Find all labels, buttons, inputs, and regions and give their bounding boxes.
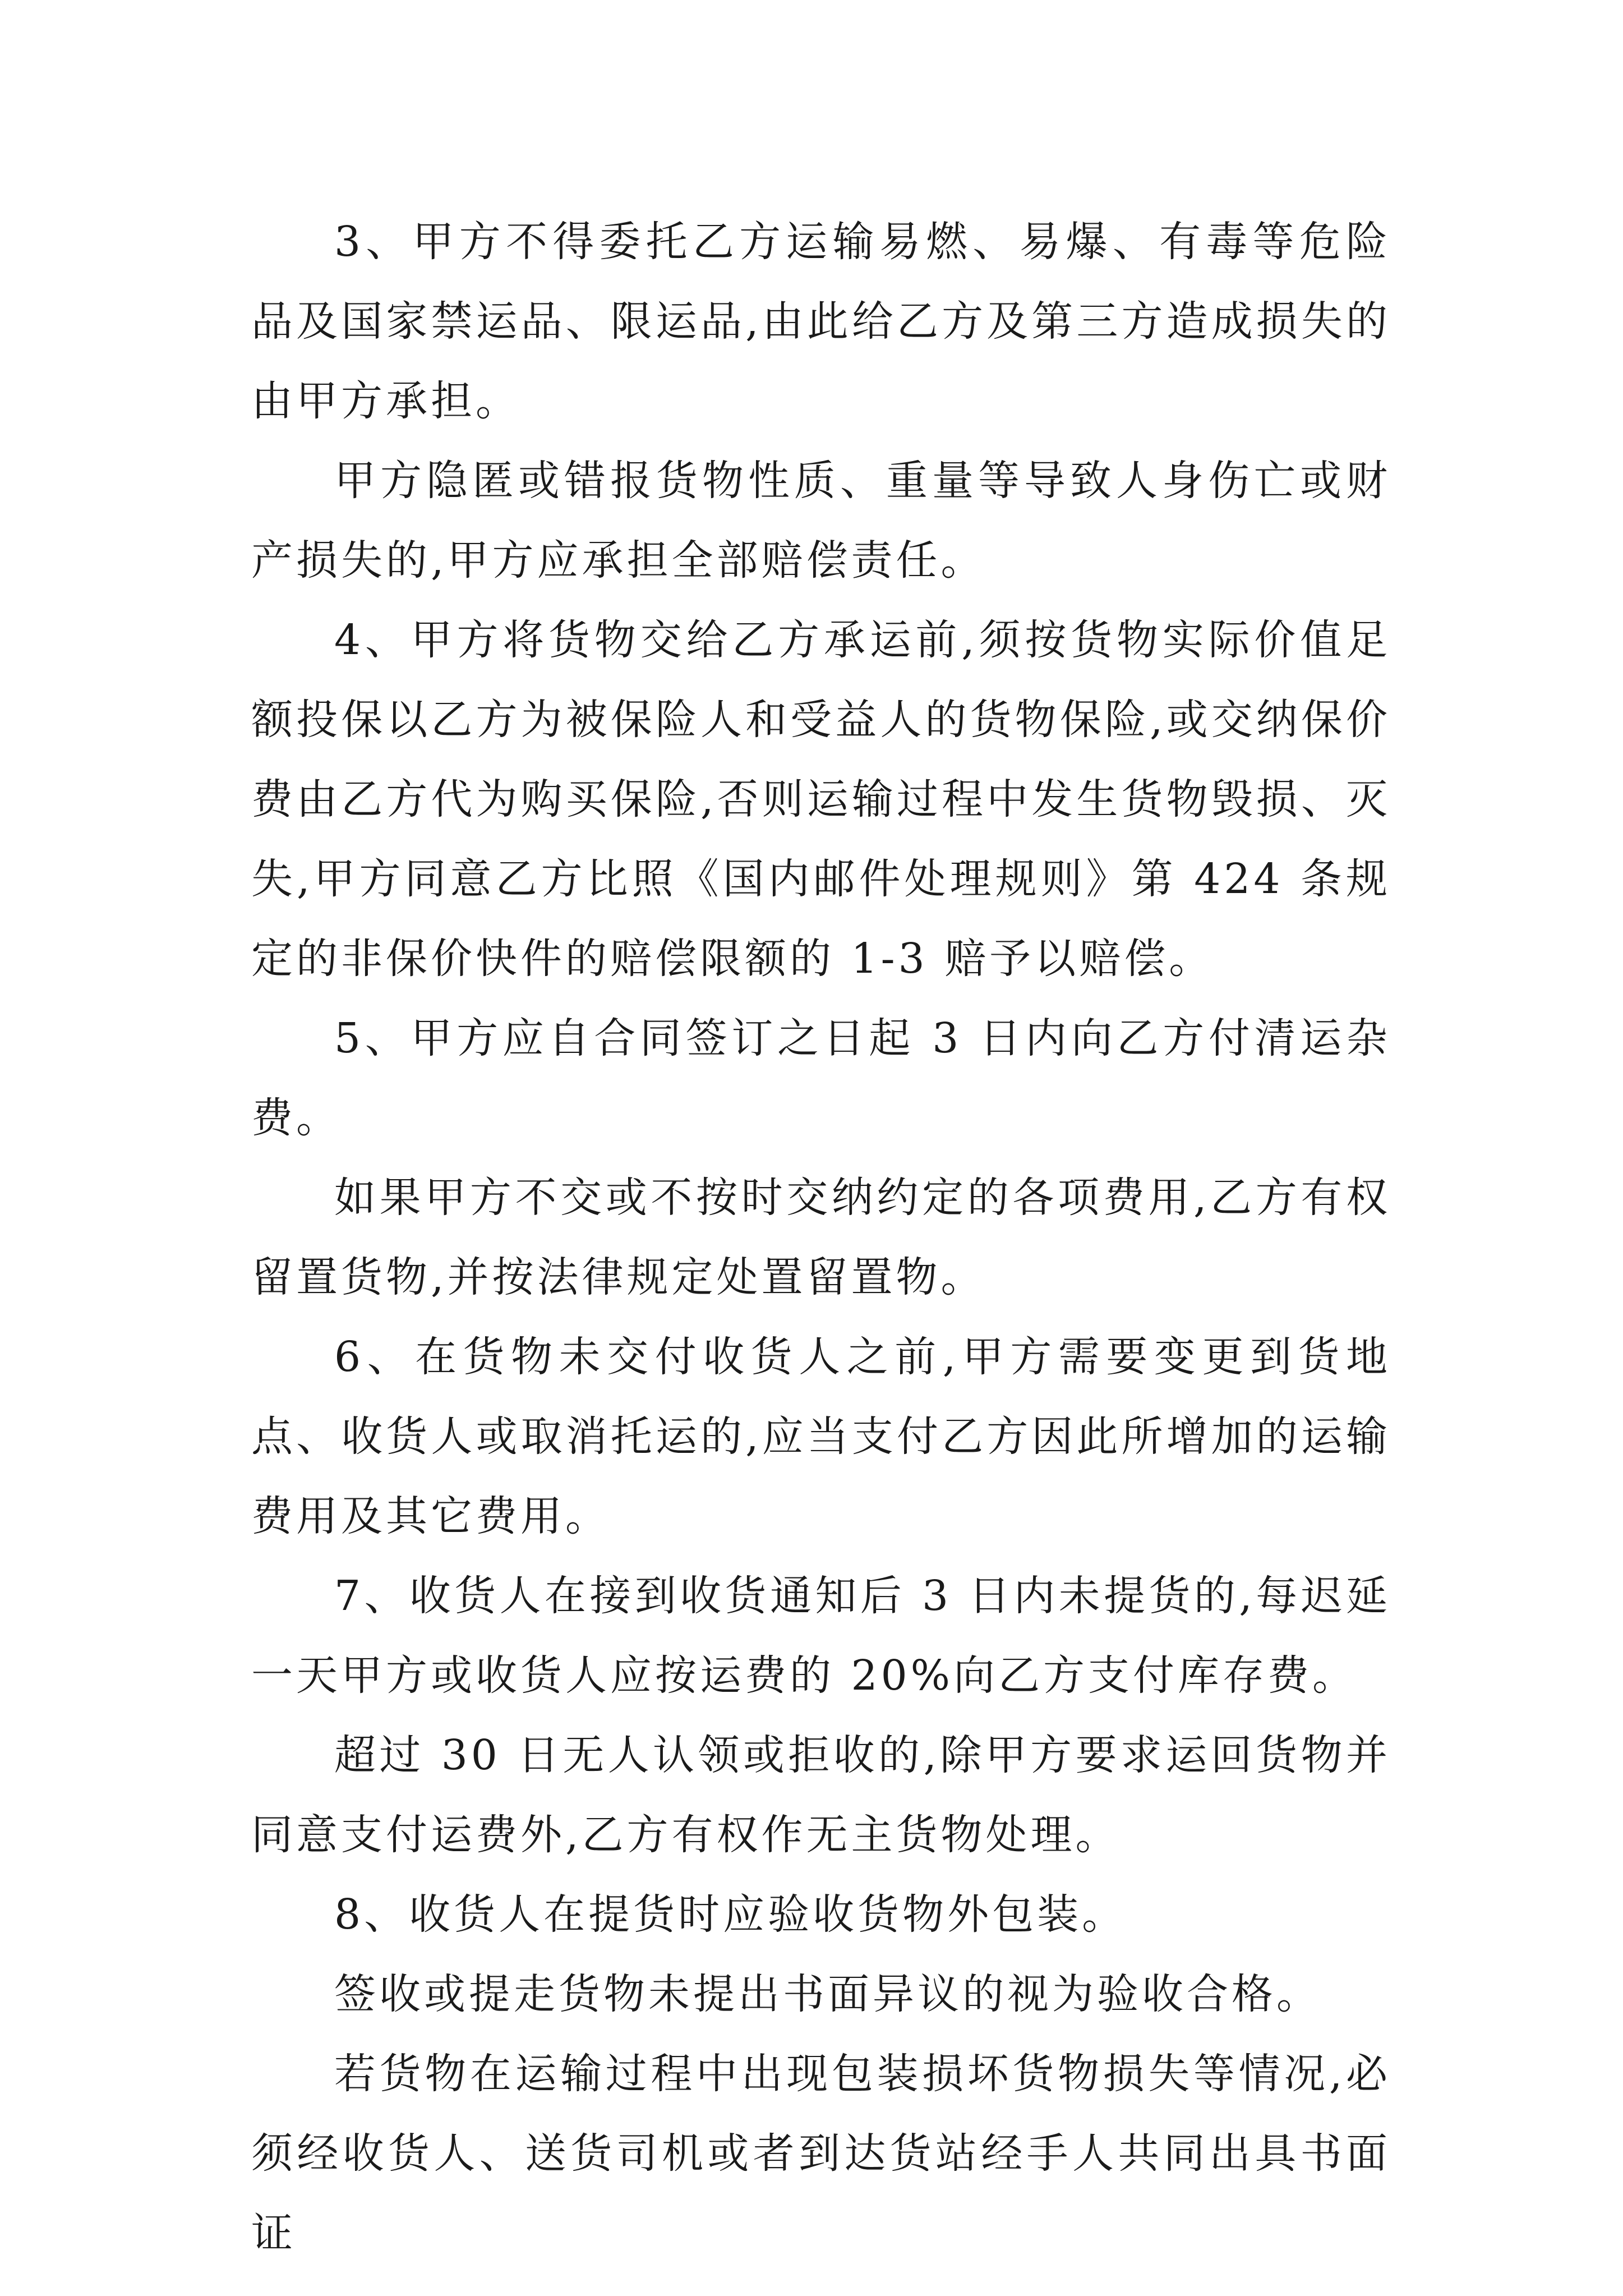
document-body xyxy=(251,202,1391,2273)
clause-7-unclaimed-paragraph: 超过 30 日无人认领或拒收的,除甲方要求运回货物并同意支付运费外,乙方有权作无主货物处理。 xyxy=(251,1731,1391,1859)
clause-5-lien-paragraph: 如果甲方不交或不按时交纳约定的各项费用,乙方有权留置货物,并按法律规定处置留置物。 xyxy=(251,1174,1391,1301)
clause-3-concealment-paragraph: 甲方隐匿或错报货物性质、重量等导致人身伤亡或财产损失的,甲方应承担全部赔偿责任。 xyxy=(251,457,1391,585)
clause-8-damage-paragraph: 若货物在运输过程中出现包装损坏货物损失等情况,必须经收货人、送货司机或者到达货站经手人共同出具书面证 xyxy=(251,2050,1391,2257)
clause-7-paragraph: 7、收货人在接到收货通知后 3 日内未提货的,每迟延一天甲方或收货人应按运费的 20%向乙方支付库存费。 xyxy=(251,1572,1391,1700)
clause-5-paragraph: 5、甲方应自合同签订之日起 3 日内向乙方付清运杂费。 xyxy=(251,1014,1391,1142)
clause-4-paragraph: 4、甲方将货物交给乙方承运前,须按货物实际价值足额投保以乙方为被保险人和受益人的货物保险,或交纳保价费由乙方代为购买保险,否则运输过程中发生货物毁损、灭失,甲方同意乙方比照《国内邮件处理规则》第 424 条规定的非保价快件的赔偿限额的 1-3 赔予以赔偿。 xyxy=(251,616,1391,983)
clause-8-acceptance-paragraph: 签收或提走货物未提出书面异议的视为验收合格。 xyxy=(334,1970,1321,2018)
clause-3-paragraph: 3、甲方不得委托乙方运输易燃、易爆、有毒等危险品及国家禁运品、限运品,由此给乙方及第三方造成损失的由甲方承担。 xyxy=(251,218,1391,425)
clause-8-paragraph: 8、收货人在提货时应验收货物外包装。 xyxy=(334,1890,1127,1939)
clause-6-paragraph: 6、在货物未交付收货人之前,甲方需要变更到货地点、收货人或取消托运的,应当支付乙方因此所增加的运输费用及其它费用。 xyxy=(251,1333,1391,1540)
